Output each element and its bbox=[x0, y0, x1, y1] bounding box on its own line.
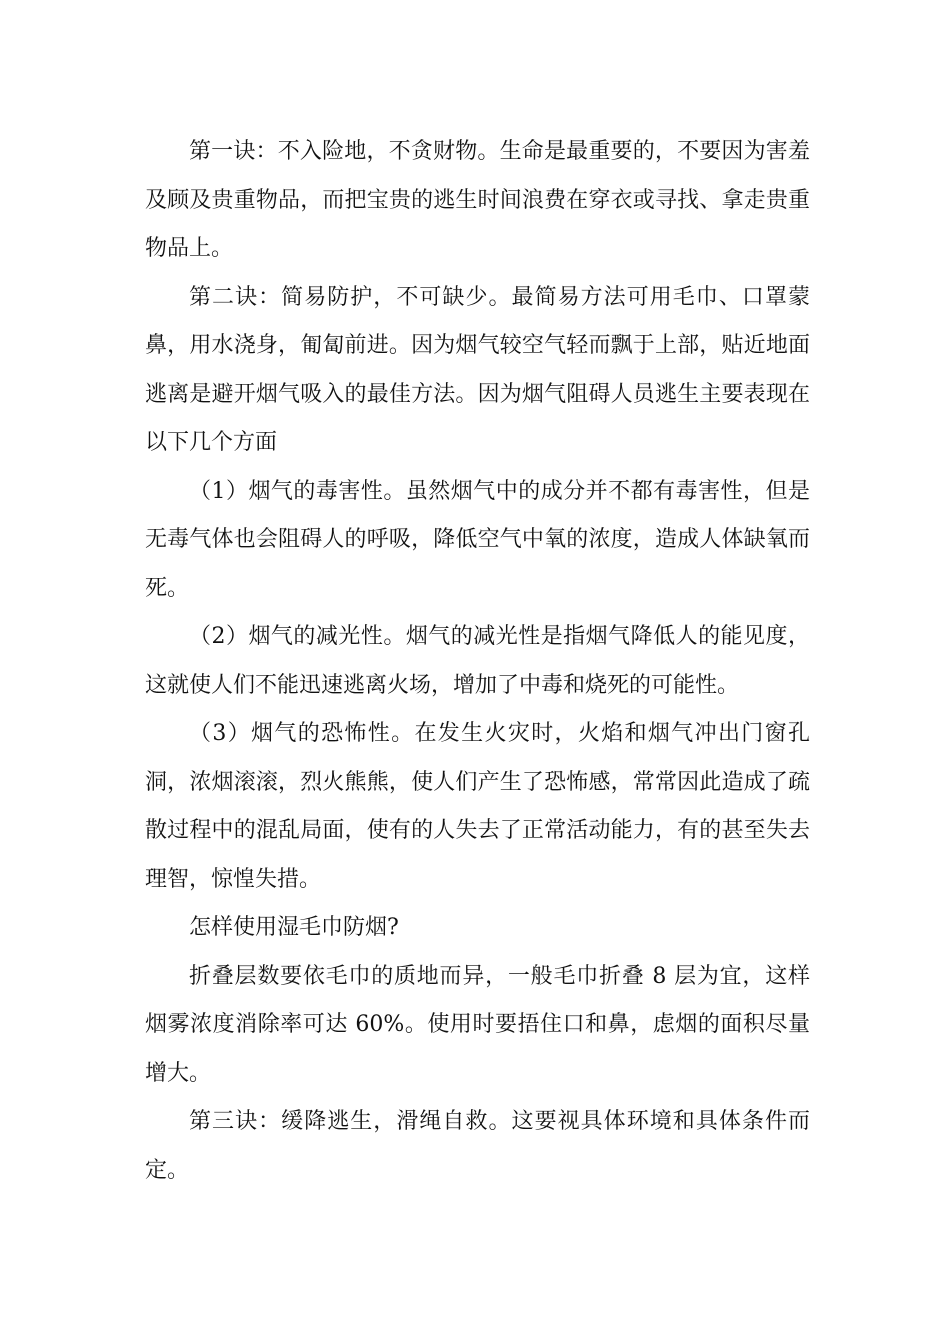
paragraph-smoke-toxicity: （1）烟气的毒害性。虽然烟气中的成分并不都有毒害性，但是无毒气体也会阻碍人的呼吸，降低空气中氧的浓度，造成人体缺氧而死。 bbox=[145, 478, 810, 601]
paragraph-rule-two: 第二诀：简易防护，不可缺少。最简易方法可用毛巾、口罩蒙鼻，用水浇身，匍匐前进。因为烟气较空气轻而飘于上部，贴近地面逃离是避开烟气吸入的最佳方法。因为烟气阻碍人员逃生主要表现在以下几个方面 bbox=[145, 284, 810, 455]
paragraph-towel-folding: 折叠层数要依毛巾的质地而异，一般毛巾折叠 8 层为宜，这样烟雾浓度消除率可达 60%。使用时要捂住口和鼻，虑烟的面积尽量增大。 bbox=[145, 963, 810, 1086]
paragraph-rule-three: 第三诀：缓降逃生，滑绳自救。这要视具体环境和具体条件而定。 bbox=[145, 1109, 810, 1183]
paragraph-rule-one: 第一诀：不入险地，不贪财物。生命是最重要的，不要因为害羞及顾及贵重物品，而把宝贵的逃生时间浪费在穿衣或寻找、拿走贵重物品上。 bbox=[145, 139, 810, 261]
paragraph-smoke-light-reduction: （2）烟气的减光性。烟气的减光性是指烟气降低人的能见度，这就使人们不能迅速逃离火场，增加了中毒和烧死的可能性。 bbox=[145, 624, 810, 698]
paragraph-smoke-fear: （3）烟气的恐怖性。在发生火灾时，火焰和烟气冲出门窗孔洞，浓烟滚滚，烈火熊熊，使人们产生了恐怖感，常常因此造成了疏散过程中的混乱局面，使有的人失去了正常活动能力，有的甚至失去理智，惊惶失措。 bbox=[145, 721, 810, 892]
document-body bbox=[145, 128, 810, 1195]
paragraph-wet-towel-question: 怎样使用湿毛巾防烟? bbox=[189, 915, 399, 940]
